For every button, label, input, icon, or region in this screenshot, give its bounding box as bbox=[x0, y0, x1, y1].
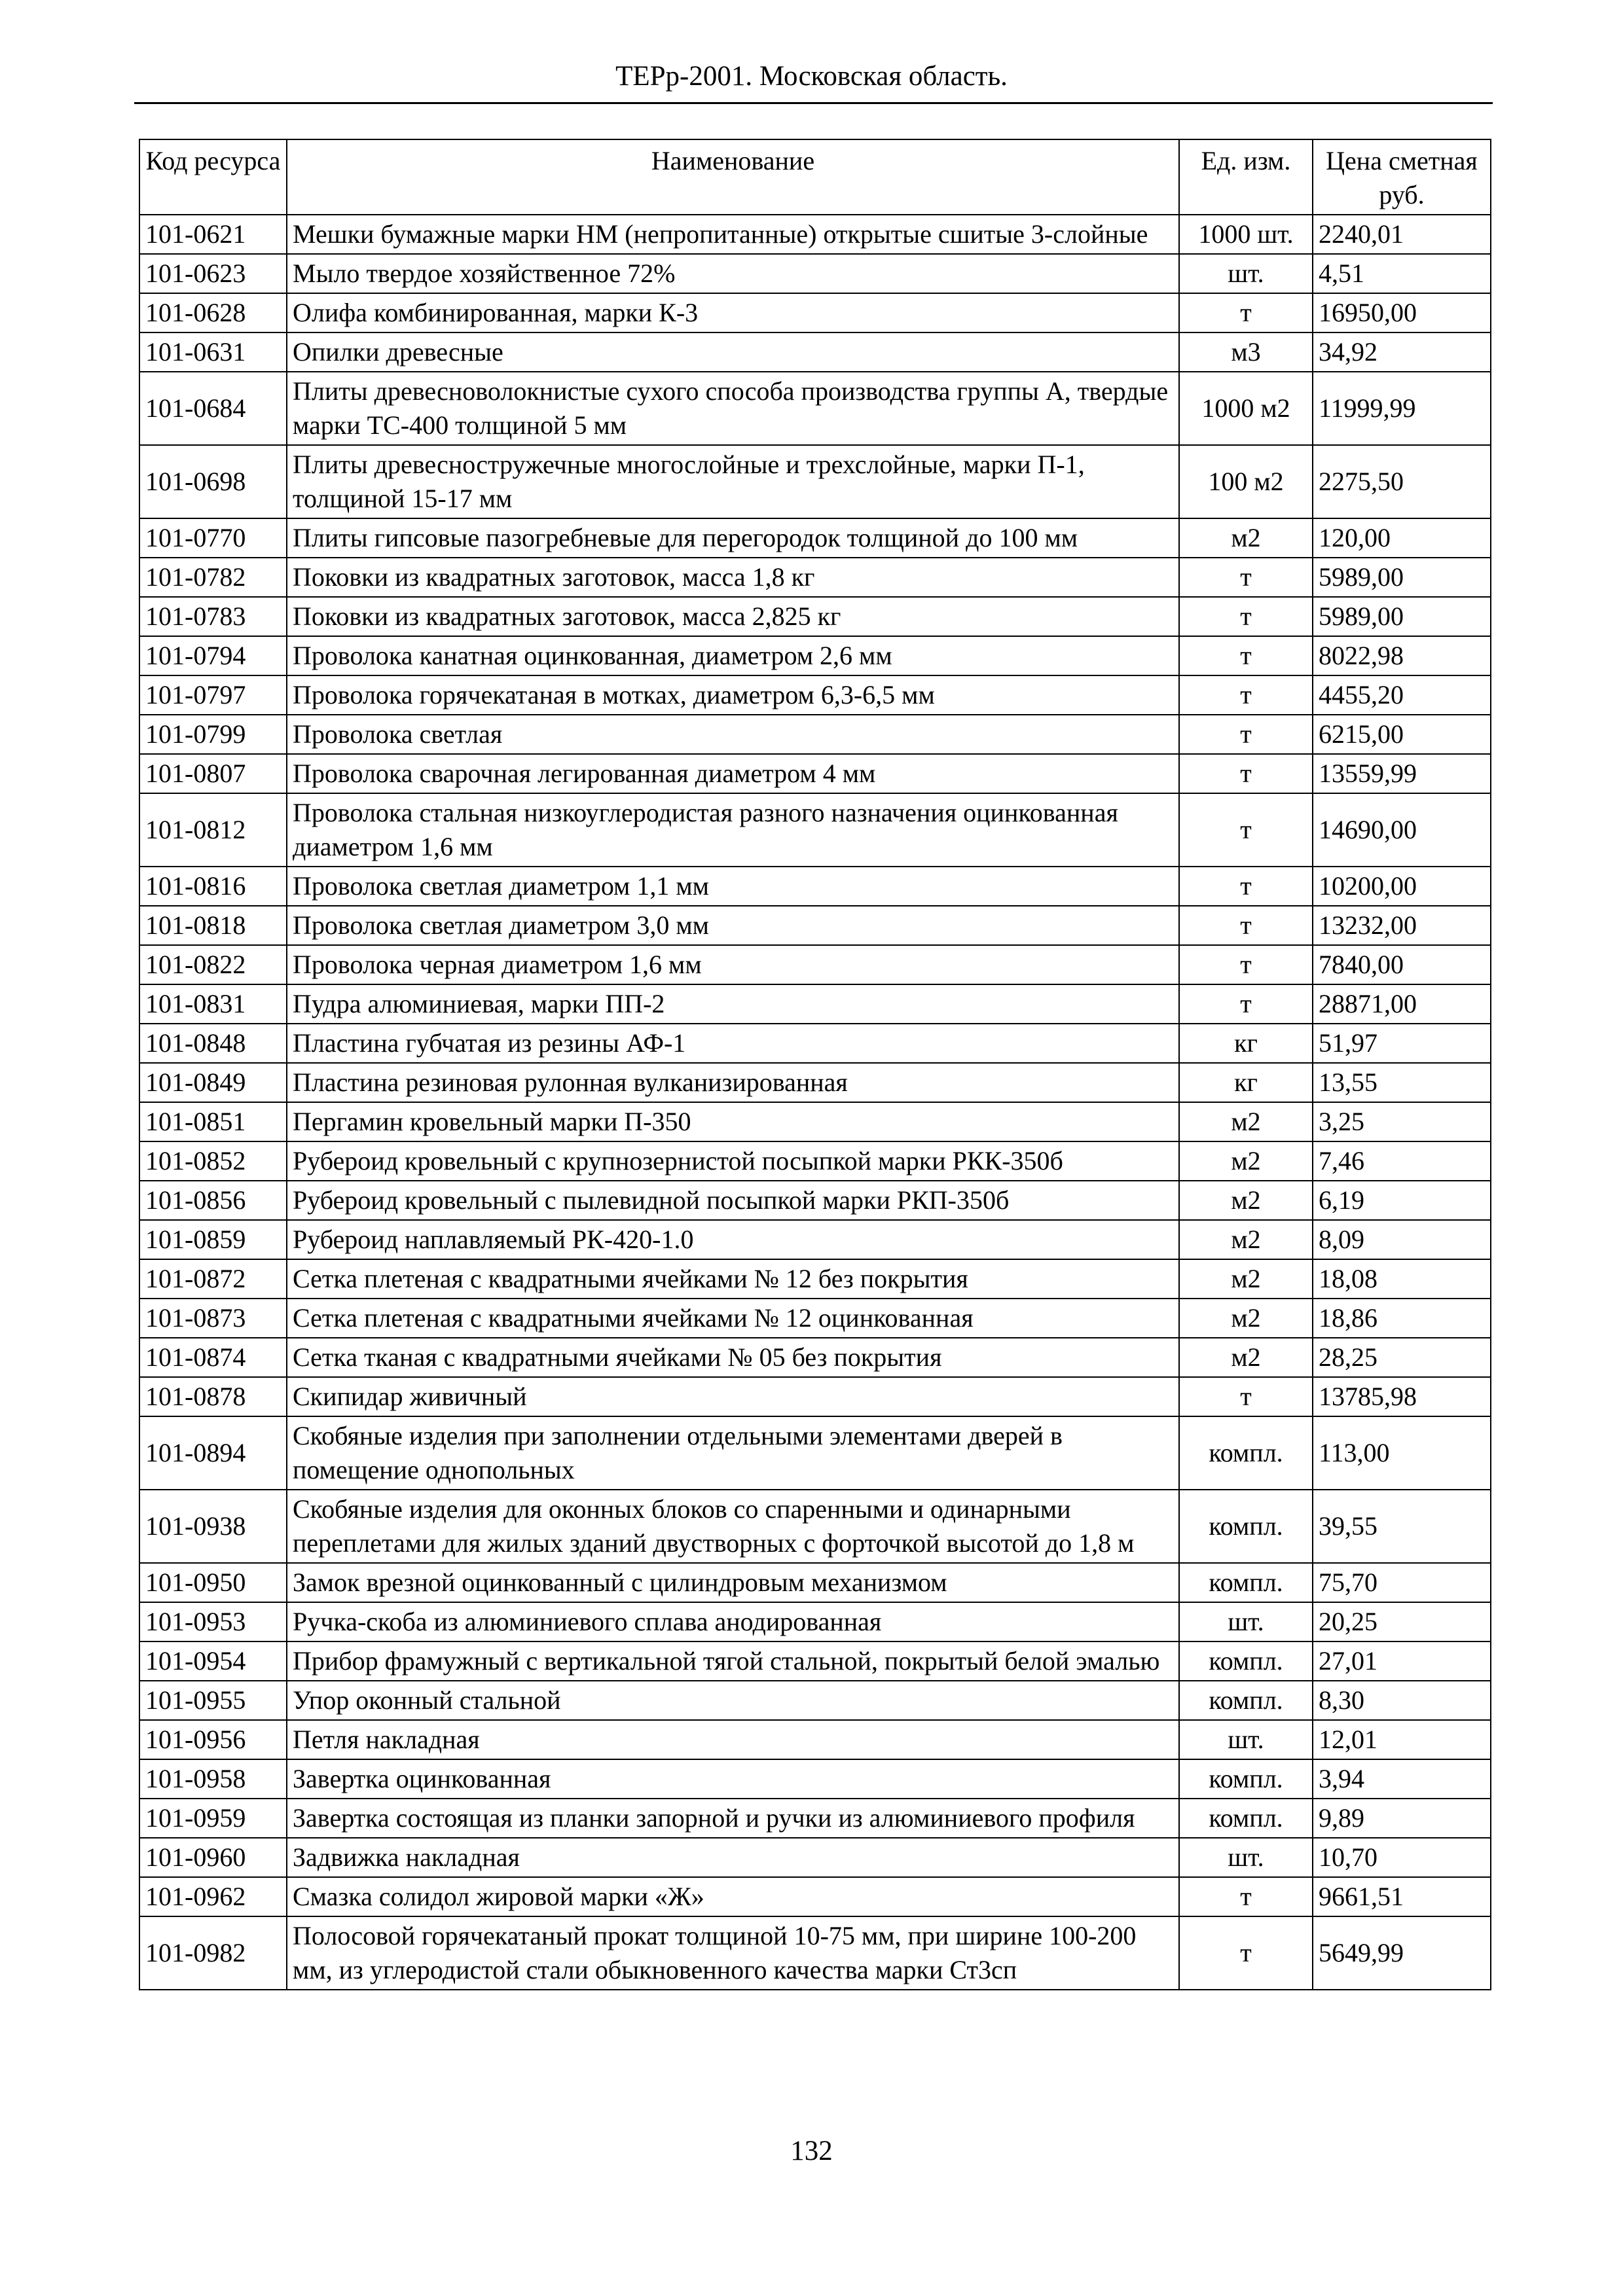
resource-code-cell: 101-0956 bbox=[139, 1720, 287, 1759]
resource-code-cell: 101-0960 bbox=[139, 1838, 287, 1877]
unit-cell: т bbox=[1179, 597, 1313, 636]
price-cell: 8,30 bbox=[1313, 1681, 1491, 1720]
resource-code-cell: 101-0807 bbox=[139, 754, 287, 793]
price-cell: 5989,00 bbox=[1313, 558, 1491, 597]
price-cell: 16950,00 bbox=[1313, 293, 1491, 332]
table-row bbox=[139, 1299, 1491, 1338]
resource-name-cell: Проволока горячекатаная в мотках, диаметром 6,3-6,5 мм bbox=[287, 675, 1179, 715]
unit-cell: м3 bbox=[1179, 332, 1313, 372]
table-row bbox=[139, 518, 1491, 558]
unit-cell: м2 bbox=[1179, 1299, 1313, 1338]
resource-code-cell: 101-0856 bbox=[139, 1181, 287, 1220]
table-row bbox=[139, 1338, 1491, 1377]
table-row bbox=[139, 372, 1491, 445]
resource-name-cell: Прибор фрамужный с вертикальной тягой стальной, покрытый белой эмалью bbox=[287, 1641, 1179, 1681]
unit-cell: м2 bbox=[1179, 1259, 1313, 1299]
price-cell: 18,08 bbox=[1313, 1259, 1491, 1299]
resource-name-cell: Проволока стальная низкоуглеродистая разного назначения оцинкованная диаметром 1,6 мм bbox=[287, 793, 1179, 867]
resource-code-cell: 101-0874 bbox=[139, 1338, 287, 1377]
resource-name-cell: Плиты древесностружечные многослойные и трехслойные, марки П-1, толщиной 15-17 мм bbox=[287, 445, 1179, 518]
price-cell: 34,92 bbox=[1313, 332, 1491, 372]
table-row bbox=[139, 1220, 1491, 1259]
price-cell: 20,25 bbox=[1313, 1602, 1491, 1641]
resource-name-cell: Пудра алюминиевая, марки ПП-2 bbox=[287, 984, 1179, 1024]
resource-name-cell: Пластина резиновая рулонная вулканизированная bbox=[287, 1063, 1179, 1102]
resource-code-cell: 101-0859 bbox=[139, 1220, 287, 1259]
price-cell: 8022,98 bbox=[1313, 636, 1491, 675]
resource-name-cell: Петля накладная bbox=[287, 1720, 1179, 1759]
resource-code-cell: 101-0621 bbox=[139, 215, 287, 254]
resource-name-cell: Упор оконный стальной bbox=[287, 1681, 1179, 1720]
unit-cell: т bbox=[1179, 1377, 1313, 1416]
unit-cell: шт. bbox=[1179, 254, 1313, 293]
resource-name-cell: Рубероид наплавляемый РК-420-1.0 bbox=[287, 1220, 1179, 1259]
unit-cell: м2 bbox=[1179, 1181, 1313, 1220]
resource-name-cell: Пластина губчатая из резины АФ-1 bbox=[287, 1024, 1179, 1063]
price-cell: 10,70 bbox=[1313, 1838, 1491, 1877]
unit-cell: т bbox=[1179, 715, 1313, 754]
price-cell: 7840,00 bbox=[1313, 945, 1491, 984]
table-row bbox=[139, 1181, 1491, 1220]
price-cell: 18,86 bbox=[1313, 1299, 1491, 1338]
resource-name-cell: Смазка солидол жировой марки «Ж» bbox=[287, 1877, 1179, 1916]
unit-cell: т bbox=[1179, 1877, 1313, 1916]
price-cell: 4,51 bbox=[1313, 254, 1491, 293]
table-row bbox=[139, 1641, 1491, 1681]
resource-code-cell: 101-0894 bbox=[139, 1416, 287, 1490]
resource-code-cell: 101-0852 bbox=[139, 1141, 287, 1181]
resource-code-cell: 101-0958 bbox=[139, 1759, 287, 1799]
table-row bbox=[139, 1838, 1491, 1877]
resource-code-cell: 101-0831 bbox=[139, 984, 287, 1024]
unit-cell: т bbox=[1179, 675, 1313, 715]
resource-code-cell: 101-0851 bbox=[139, 1102, 287, 1141]
resource-name-cell: Сетка плетеная с квадратными ячейками № 12 оцинкованная bbox=[287, 1299, 1179, 1338]
price-cell: 13232,00 bbox=[1313, 906, 1491, 945]
price-cell: 14690,00 bbox=[1313, 793, 1491, 867]
resource-name-cell: Олифа комбинированная, марки К-3 bbox=[287, 293, 1179, 332]
price-cell: 12,01 bbox=[1313, 1720, 1491, 1759]
price-cell: 39,55 bbox=[1313, 1490, 1491, 1563]
price-cell: 28,25 bbox=[1313, 1338, 1491, 1377]
resource-name-cell: Задвижка накладная bbox=[287, 1838, 1179, 1877]
resource-code-cell: 101-0953 bbox=[139, 1602, 287, 1641]
table-row bbox=[139, 945, 1491, 984]
resource-code-cell: 101-0873 bbox=[139, 1299, 287, 1338]
resource-code-cell: 101-0794 bbox=[139, 636, 287, 675]
price-cell: 7,46 bbox=[1313, 1141, 1491, 1181]
table-row bbox=[139, 1490, 1491, 1563]
resource-name-cell: Плиты гипсовые пазогребневые для перегородок толщиной до 100 мм bbox=[287, 518, 1179, 558]
resource-code-cell: 101-0848 bbox=[139, 1024, 287, 1063]
resource-name-cell: Сетка тканая с квадратными ячейками № 05 без покрытия bbox=[287, 1338, 1179, 1377]
price-cell: 6215,00 bbox=[1313, 715, 1491, 754]
price-cell: 2275,50 bbox=[1313, 445, 1491, 518]
resource-code-cell: 101-0631 bbox=[139, 332, 287, 372]
resource-name-cell: Скобяные изделия при заполнении отдельными элементами дверей в помещение однопольных bbox=[287, 1416, 1179, 1490]
resource-name-cell: Поковки из квадратных заготовок, масса 1,8 кг bbox=[287, 558, 1179, 597]
resource-code-cell: 101-0872 bbox=[139, 1259, 287, 1299]
price-cell: 9661,51 bbox=[1313, 1877, 1491, 1916]
unit-cell: кг bbox=[1179, 1024, 1313, 1063]
table-row bbox=[139, 332, 1491, 372]
unit-cell: т bbox=[1179, 636, 1313, 675]
table-row bbox=[139, 1563, 1491, 1602]
unit-cell: шт. bbox=[1179, 1720, 1313, 1759]
resource-name-cell: Завертка оцинкованная bbox=[287, 1759, 1179, 1799]
resource-code-cell: 101-0982 bbox=[139, 1916, 287, 1990]
unit-cell: 1000 шт. bbox=[1179, 215, 1313, 254]
unit-cell: т bbox=[1179, 945, 1313, 984]
resource-name-cell: Проволока светлая диаметром 1,1 мм bbox=[287, 867, 1179, 906]
resource-name-cell: Поковки из квадратных заготовок, масса 2,825 кг bbox=[287, 597, 1179, 636]
table-row bbox=[139, 754, 1491, 793]
column-header-code: Код ресурса bbox=[139, 139, 287, 215]
table-row bbox=[139, 597, 1491, 636]
table-row bbox=[139, 1720, 1491, 1759]
resource-code-cell: 101-0797 bbox=[139, 675, 287, 715]
header-divider bbox=[134, 102, 1493, 104]
price-cell: 13559,99 bbox=[1313, 754, 1491, 793]
unit-cell: компл. bbox=[1179, 1759, 1313, 1799]
resource-code-cell: 101-0816 bbox=[139, 867, 287, 906]
price-cell: 3,94 bbox=[1313, 1759, 1491, 1799]
table-body bbox=[139, 215, 1491, 1990]
resource-code-cell: 101-0628 bbox=[139, 293, 287, 332]
table-row bbox=[139, 1416, 1491, 1490]
unit-cell: м2 bbox=[1179, 1338, 1313, 1377]
table-row bbox=[139, 254, 1491, 293]
price-cell: 28871,00 bbox=[1313, 984, 1491, 1024]
unit-cell: т bbox=[1179, 293, 1313, 332]
table-row bbox=[139, 867, 1491, 906]
table-row bbox=[139, 715, 1491, 754]
resource-name-cell: Ручка-скоба из алюминиевого сплава анодированная bbox=[287, 1602, 1179, 1641]
unit-cell: т bbox=[1179, 558, 1313, 597]
resource-name-cell: Проволока черная диаметром 1,6 мм bbox=[287, 945, 1179, 984]
unit-cell: м2 bbox=[1179, 518, 1313, 558]
resource-code-cell: 101-0782 bbox=[139, 558, 287, 597]
table-row bbox=[139, 793, 1491, 867]
unit-cell: м2 bbox=[1179, 1102, 1313, 1141]
resource-name-cell: Скобяные изделия для оконных блоков со спаренными и одинарными переплетами для жилых зданий двустворных с форточкой высотой до 1,8 м bbox=[287, 1490, 1179, 1563]
table-row bbox=[139, 1024, 1491, 1063]
unit-cell: т bbox=[1179, 754, 1313, 793]
table-row bbox=[139, 1916, 1491, 1990]
resource-code-cell: 101-0959 bbox=[139, 1799, 287, 1838]
unit-cell: 1000 м2 bbox=[1179, 372, 1313, 445]
unit-cell: т bbox=[1179, 906, 1313, 945]
resource-code-cell: 101-0878 bbox=[139, 1377, 287, 1416]
resource-name-cell: Сетка плетеная с квадратными ячейками № 12 без покрытия bbox=[287, 1259, 1179, 1299]
unit-cell: т bbox=[1179, 793, 1313, 867]
table-row bbox=[139, 1063, 1491, 1102]
price-cell: 10200,00 bbox=[1313, 867, 1491, 906]
resource-code-cell: 101-0950 bbox=[139, 1563, 287, 1602]
price-cell: 120,00 bbox=[1313, 518, 1491, 558]
price-cell: 4455,20 bbox=[1313, 675, 1491, 715]
resource-code-cell: 101-0849 bbox=[139, 1063, 287, 1102]
table-row bbox=[139, 215, 1491, 254]
resource-name-cell: Рубероид кровельный с крупнозернистой посыпкой марки РКК-350б bbox=[287, 1141, 1179, 1181]
price-cell: 51,97 bbox=[1313, 1024, 1491, 1063]
resource-name-cell: Плиты древесноволокнистые сухого способа производства группы А, твердые марки ТС-400 толщиной 5 мм bbox=[287, 372, 1179, 445]
page-number: 132 bbox=[790, 2136, 833, 2166]
resource-name-cell: Опилки древесные bbox=[287, 332, 1179, 372]
price-cell: 3,25 bbox=[1313, 1102, 1491, 1141]
table-row bbox=[139, 1877, 1491, 1916]
resource-name-cell: Мыло твердое хозяйственное 72% bbox=[287, 254, 1179, 293]
unit-cell: шт. bbox=[1179, 1838, 1313, 1877]
resource-code-cell: 101-0962 bbox=[139, 1877, 287, 1916]
resource-name-cell: Пергамин кровельный марки П-350 bbox=[287, 1102, 1179, 1141]
table-row bbox=[139, 636, 1491, 675]
unit-cell: компл. bbox=[1179, 1641, 1313, 1681]
resource-name-cell: Рубероид кровельный с пылевидной посыпкой марки РКП-350б bbox=[287, 1181, 1179, 1220]
resource-code-cell: 101-0799 bbox=[139, 715, 287, 754]
resource-code-cell: 101-0623 bbox=[139, 254, 287, 293]
unit-cell: м2 bbox=[1179, 1141, 1313, 1181]
table-row bbox=[139, 1102, 1491, 1141]
unit-cell: шт. bbox=[1179, 1602, 1313, 1641]
unit-cell: т bbox=[1179, 984, 1313, 1024]
column-header-price: Цена сметная руб. bbox=[1313, 139, 1491, 215]
price-cell: 27,01 bbox=[1313, 1641, 1491, 1681]
resource-name-cell: Проволока сварочная легированная диаметром 4 мм bbox=[287, 754, 1179, 793]
column-header-unit: Ед. изм. bbox=[1179, 139, 1313, 215]
table-row bbox=[139, 1141, 1491, 1181]
unit-cell: компл. bbox=[1179, 1416, 1313, 1490]
resource-code-cell: 101-0938 bbox=[139, 1490, 287, 1563]
table-row bbox=[139, 906, 1491, 945]
resource-name-cell: Проволока светлая bbox=[287, 715, 1179, 754]
resource-code-cell: 101-0770 bbox=[139, 518, 287, 558]
price-cell: 13785,98 bbox=[1313, 1377, 1491, 1416]
resource-code-cell: 101-0698 bbox=[139, 445, 287, 518]
page-header-title: ТЕРр-2001. Московская область. bbox=[615, 61, 1008, 92]
price-cell: 5989,00 bbox=[1313, 597, 1491, 636]
table-row bbox=[139, 1681, 1491, 1720]
price-cell: 75,70 bbox=[1313, 1563, 1491, 1602]
price-cell: 8,09 bbox=[1313, 1220, 1491, 1259]
unit-cell: компл. bbox=[1179, 1563, 1313, 1602]
resource-code-cell: 101-0684 bbox=[139, 372, 287, 445]
unit-cell: т bbox=[1179, 867, 1313, 906]
resource-code-cell: 101-0818 bbox=[139, 906, 287, 945]
resource-name-cell: Проволока светлая диаметром 3,0 мм bbox=[287, 906, 1179, 945]
resource-name-cell: Полосовой горячекатаный прокат толщиной 10-75 мм, при ширине 100-200 мм, из углеродистой стали обыкновенного качества марки Ст3сп bbox=[287, 1916, 1179, 1990]
price-cell: 113,00 bbox=[1313, 1416, 1491, 1490]
resource-code-cell: 101-0783 bbox=[139, 597, 287, 636]
unit-cell: м2 bbox=[1179, 1220, 1313, 1259]
table-row bbox=[139, 1377, 1491, 1416]
price-cell: 6,19 bbox=[1313, 1181, 1491, 1220]
resource-name-cell: Завертка состоящая из планки запорной и ручки из алюминиевого профиля bbox=[287, 1799, 1179, 1838]
unit-cell: компл. bbox=[1179, 1681, 1313, 1720]
table-row bbox=[139, 984, 1491, 1024]
price-cell: 13,55 bbox=[1313, 1063, 1491, 1102]
price-cell: 5649,99 bbox=[1313, 1916, 1491, 1990]
resource-name-cell: Скипидар живичный bbox=[287, 1377, 1179, 1416]
unit-cell: кг bbox=[1179, 1063, 1313, 1102]
table-row bbox=[139, 293, 1491, 332]
resource-code-cell: 101-0955 bbox=[139, 1681, 287, 1720]
table-row bbox=[139, 558, 1491, 597]
unit-cell: компл. bbox=[1179, 1490, 1313, 1563]
table-header-row bbox=[139, 139, 1491, 215]
table-row bbox=[139, 445, 1491, 518]
table-row bbox=[139, 1799, 1491, 1838]
resource-name-cell: Мешки бумажные марки НМ (непропитанные) открытые сшитые 3-слойные bbox=[287, 215, 1179, 254]
table-row bbox=[139, 1759, 1491, 1799]
unit-cell: компл. bbox=[1179, 1799, 1313, 1838]
price-cell: 9,89 bbox=[1313, 1799, 1491, 1838]
unit-cell: т bbox=[1179, 1916, 1313, 1990]
price-cell: 11999,99 bbox=[1313, 372, 1491, 445]
resource-code-cell: 101-0954 bbox=[139, 1641, 287, 1681]
resource-code-cell: 101-0812 bbox=[139, 793, 287, 867]
table-row bbox=[139, 675, 1491, 715]
table-row bbox=[139, 1259, 1491, 1299]
resource-name-cell: Замок врезной оцинкованный с цилиндровым механизмом bbox=[287, 1563, 1179, 1602]
unit-cell: 100 м2 bbox=[1179, 445, 1313, 518]
resource-name-cell: Проволока канатная оцинкованная, диаметром 2,6 мм bbox=[287, 636, 1179, 675]
resource-code-cell: 101-0822 bbox=[139, 945, 287, 984]
price-cell: 2240,01 bbox=[1313, 215, 1491, 254]
resource-price-table bbox=[139, 139, 1491, 1990]
table-row bbox=[139, 1602, 1491, 1641]
column-header-name: Наименование bbox=[287, 139, 1179, 215]
